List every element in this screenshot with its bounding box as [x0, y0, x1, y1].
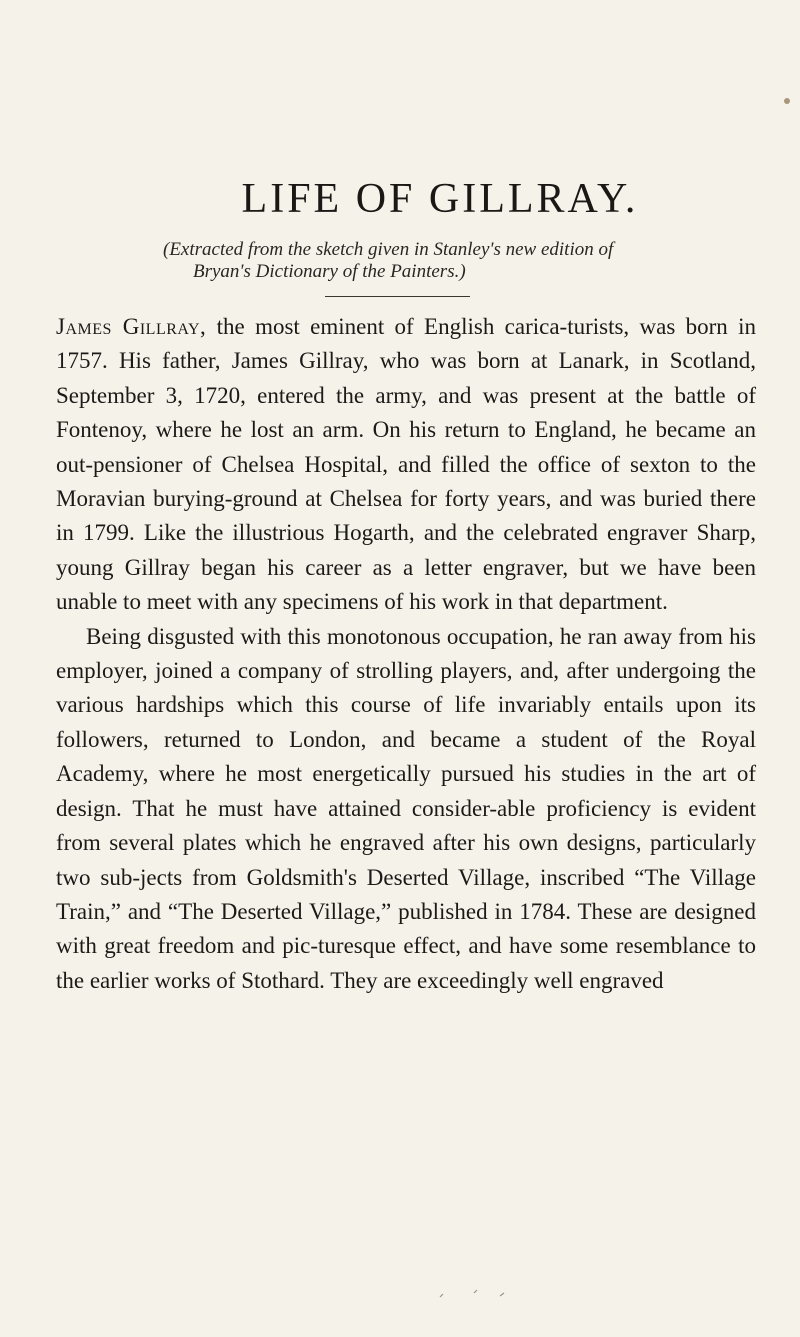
- ink-speck: [440, 1290, 504, 1297]
- biography-text: [56, 310, 756, 998]
- paragraph-1-text: the most eminent of English carica-turists, was born in 1757. His father, James Gillray, who was born at Lanark, in Scotland, September 3, 1720, entered the army, and was present at the battle of Fontenoy, where he lost an arm. On his return to England, he became an out-pensioner of Chelsea Hospital, and filled the office of sexton to the Moravian burying-ground at Chelsea for forty years, and was buried there in 1799. Like the illustrious Hogarth, and the celebrated engraver Sharp, young Gillray began his career as a letter engraver, but we have been unable to meet with any specimens of his work in that department.: [56, 314, 757, 615]
- page-title: LIFE OF GILLRAY.: [241, 176, 639, 222]
- subject-name: James Gillray,: [56, 314, 207, 339]
- source-note-line-1: (Extracted from the sketch given in Stanley's new edition of: [163, 239, 614, 260]
- source-note-line-2: Bryan's Dictionary of the Painters.): [193, 261, 466, 282]
- paragraph-1: [56, 310, 756, 620]
- section-rule: [325, 296, 470, 297]
- paragraph-2: Being disgusted with this monotonous occupation, he ran away from his employer, joined a company of strolling players, and, after undergoing the various hardships which this course of life invariably entails upon its followers, returned to London, and became a student of the Royal Academy, where he most energetically pursued his studies in the art of design. That he must have attained consider-able proficiency is evident from several plates which he engraved after his own designs, particularly two sub-jects from Goldsmith's Deserted Village, inscribed “The Village Train,” and “The Deserted Village,” published in 1784. These are designed with great freedom and pic-turesque effect, and have some resemblance to the earlier works of Stothard. They are exceedingly well engraved: [56, 623, 756, 993]
- source-note: [163, 239, 763, 283]
- ink-speck: [784, 98, 790, 104]
